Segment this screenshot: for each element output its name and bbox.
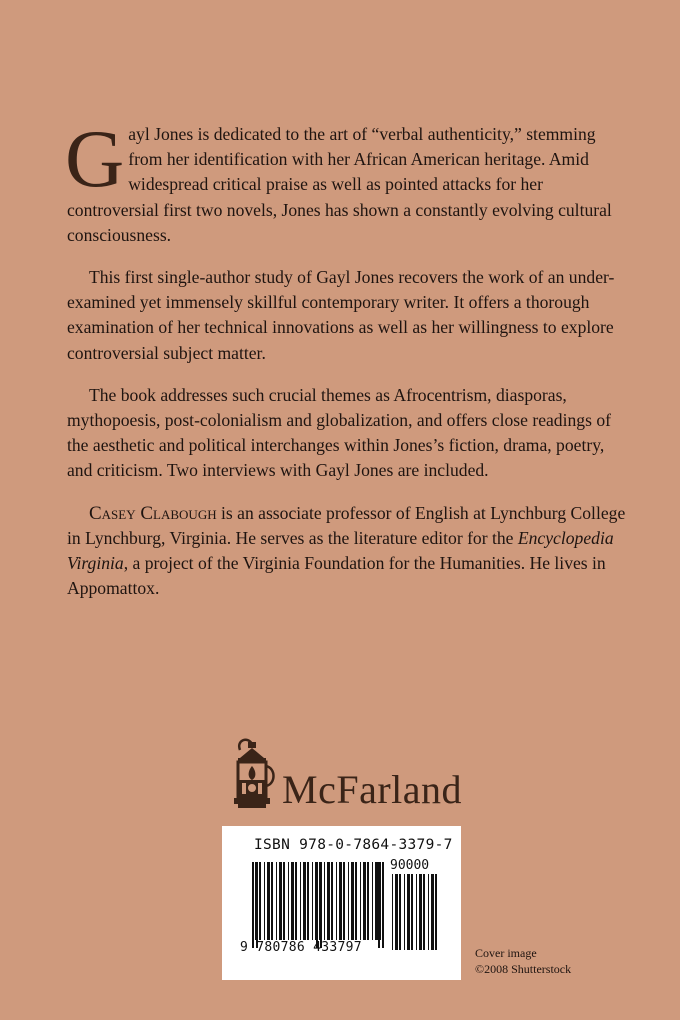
blurb-paragraph-1 [65, 113, 627, 248]
author-bio-text-2: , a project of the Virginia Foundation for the Humanities. He lives in Appomattox. [67, 553, 606, 599]
barcode-guard-bar [256, 862, 258, 948]
barcode-bar [336, 862, 337, 940]
barcode-bar [279, 862, 282, 940]
barcode-bar [411, 874, 413, 950]
barcode-bar [288, 862, 289, 940]
barcode-guard-bar [316, 862, 318, 948]
blurb-paragraph-2: This first single-author study of Gayl Jones recovers the work of an under-examined yet immensely skillful contemporary writer. It offers a thorough examination of her technical innovations as well as her willingness to explore controversial subject matter. [67, 267, 615, 363]
barcode-bar [355, 862, 357, 940]
blurb-paragraph-3: The book addresses such crucial themes as Afrocentrism, diasporas, mythopoesis, post-colonialism and globalization, and offers close readings of the aesthetic and political interchanges within Jones’s fiction, drama, poetry, and criticism. Two interviews with Gayl Jones are included. [67, 384, 611, 481]
barcode-bar [428, 874, 429, 950]
barcode-bar [327, 862, 330, 940]
barcode-bar [372, 862, 373, 940]
barcode-bar [395, 874, 398, 950]
barcode-bar [300, 862, 301, 940]
barcode-bar [419, 874, 422, 950]
barcode-bar [367, 862, 369, 940]
publisher-logo [226, 736, 466, 816]
barcode-bar [295, 862, 297, 940]
credit-line-2: ©2008 Shutterstock [475, 962, 572, 976]
lantern-icon [226, 736, 278, 814]
barcode-bar [276, 862, 277, 940]
barcode-bar [407, 874, 410, 950]
barcode-bar [375, 862, 378, 940]
barcode-ean-number: 9 780786 433797 [240, 940, 362, 955]
isbn-label: ISBN 978-0-7864-3379-7 [254, 837, 453, 853]
barcode-bar [312, 862, 313, 940]
barcode-bar [348, 862, 349, 940]
barcode-bar [392, 874, 393, 950]
barcode-addon-number: 90000 [390, 858, 430, 873]
blurb-paragraph-1-text: ayl Jones is dedicated to the art of “verbal authenticity,” stemming from her identification with her African American heritage. Amid widespread critical praise as well as pointed attacks for her controversial first two novels, Jones has shown a constantly evolving cultural consciousness. [67, 124, 612, 245]
barcode-bar [343, 862, 345, 940]
barcode-bar [303, 862, 306, 940]
barcode-bar [431, 874, 434, 950]
barcode-bar [267, 862, 270, 940]
isbn-barcode [222, 826, 461, 980]
barcode-bar [264, 862, 265, 940]
barcode-bar [339, 862, 342, 940]
barcode-bar [307, 862, 309, 940]
barcode-bar [283, 862, 285, 940]
barcode-bar [423, 874, 425, 950]
barcode-guard-bar [320, 862, 322, 948]
back-cover-text [65, 113, 627, 618]
barcode-bar [291, 862, 294, 940]
barcode-bar [404, 874, 405, 950]
author-bio [67, 501, 627, 602]
barcode-bar [324, 862, 325, 940]
barcode-bar [259, 862, 261, 940]
barcode-bar [435, 874, 437, 950]
barcode-guard-bar [378, 862, 380, 948]
barcode-bar [399, 874, 401, 950]
barcode-bar [360, 862, 361, 940]
credit-line-1: Cover image [475, 946, 537, 960]
publication-title: Encyclopedia Virginia [67, 527, 614, 574]
barcode-guard-bar [382, 862, 384, 948]
barcode-bar [331, 862, 333, 940]
drop-cap-letter: G [65, 113, 125, 204]
cover-image-credit [475, 945, 571, 977]
author-bio-text-1: is an associate professor of English at Lynchburg College in Lynchburg, Virginia. He serves as the literature editor for the [67, 502, 626, 548]
barcode-bar [271, 862, 273, 940]
barcode-guard-bar [252, 862, 254, 948]
barcode-bar [363, 862, 366, 940]
barcode-bar [416, 874, 417, 950]
barcode-bar [351, 862, 354, 940]
author-name: Casey Clabough [89, 502, 217, 524]
publisher-name: McFarland [282, 767, 463, 812]
